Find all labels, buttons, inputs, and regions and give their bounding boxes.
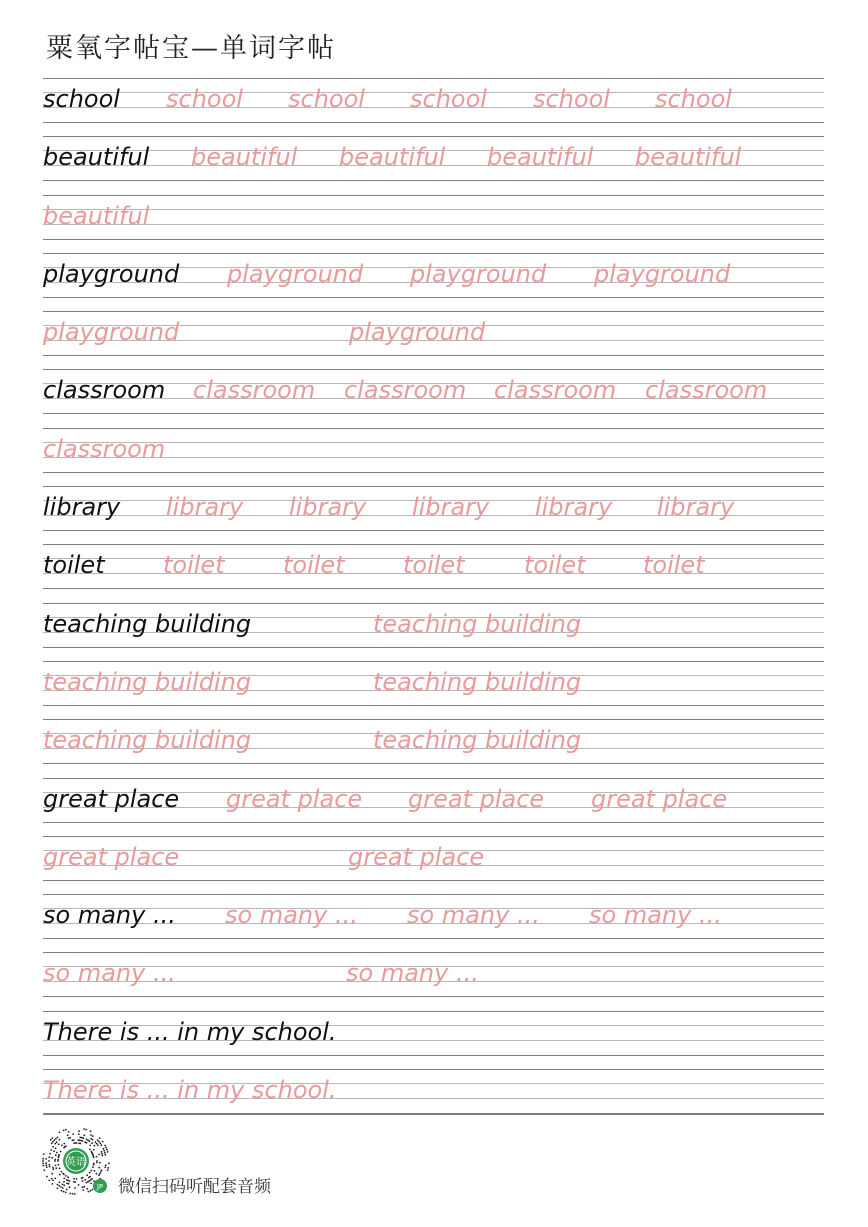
trace-word: playground: [594, 259, 731, 288]
rule-line: [43, 136, 824, 137]
rule-line: [43, 1069, 824, 1070]
trace-word: teaching building: [43, 726, 252, 755]
trace-word: classroom: [193, 376, 316, 405]
trace-word: classroom: [494, 376, 617, 405]
model-word: There is ... in my school.: [43, 1017, 337, 1046]
rule-line: [43, 661, 824, 662]
rule-line: [43, 530, 824, 531]
practice-row: [43, 253, 824, 311]
practice-row: [43, 544, 824, 602]
rule-line: [43, 938, 824, 939]
trace-word: so many ...: [407, 901, 540, 930]
model-word: teaching building: [43, 609, 252, 638]
trace-word: school: [533, 85, 610, 113]
practice-row: [43, 1011, 824, 1069]
rule-line: [43, 705, 824, 706]
trace-word: classroom: [344, 376, 467, 405]
rule-line: [43, 603, 824, 604]
practice-row: [43, 894, 824, 952]
trace-word: teaching building: [373, 726, 582, 755]
practice-row: [43, 311, 824, 369]
qr-badge-text: 英语: [66, 1157, 86, 1168]
rule-line: [43, 544, 824, 545]
practice-row: [43, 1069, 824, 1127]
model-word: classroom: [43, 376, 166, 405]
rule-line: [43, 880, 824, 881]
rule-line: [43, 122, 824, 123]
practice-row: [43, 486, 824, 544]
practice-row: [43, 136, 824, 194]
model-word: toilet: [43, 551, 105, 580]
trace-word: library: [289, 493, 367, 522]
trace-word: school: [166, 85, 243, 113]
rule-line: [43, 297, 824, 298]
practice-row: [43, 603, 824, 661]
practice-row: [43, 78, 824, 136]
trace-word: teaching building: [373, 667, 582, 696]
rule-line: [43, 253, 824, 254]
page-title: 粟氧字帖宝—单词字帖: [46, 33, 336, 64]
practice-row: [43, 952, 824, 1010]
rule-line: [43, 472, 824, 473]
trace-word: toilet: [403, 551, 465, 580]
practice-row: [43, 719, 824, 777]
rule-line: [43, 428, 824, 429]
practice-row: [43, 661, 824, 719]
trace-word: great place: [591, 784, 728, 813]
trace-word: teaching building: [43, 667, 252, 696]
trace-word: classroom: [645, 376, 768, 405]
trace-word: playground: [227, 259, 364, 288]
trace-word: so many ...: [589, 901, 722, 930]
rule-line: [43, 209, 824, 210]
trace-word: library: [166, 493, 244, 522]
model-word: so many ...: [43, 901, 176, 930]
trace-word: library: [412, 493, 490, 522]
model-word: beautiful: [43, 143, 150, 172]
qr-corner-text: JP: [96, 1183, 104, 1191]
rule-line: [43, 311, 824, 312]
trace-word: toilet: [163, 551, 225, 580]
model-word: school: [43, 85, 120, 113]
rule-line: [43, 413, 824, 414]
rule-line: [43, 894, 824, 895]
rule-line: [43, 836, 824, 837]
trace-word: beautiful: [191, 143, 298, 172]
trace-word: school: [288, 85, 365, 113]
trace-word: great place: [348, 842, 485, 871]
rule-line: [43, 996, 824, 997]
trace-word: library: [535, 493, 613, 522]
rule-line: [43, 195, 824, 196]
closing-rule-line: [43, 1114, 824, 1115]
rule-line: [43, 369, 824, 370]
trace-word: playground: [349, 318, 486, 347]
trace-word: beautiful: [339, 143, 446, 172]
rule-line: [43, 224, 824, 225]
model-word: library: [43, 493, 121, 522]
trace-word: toilet: [524, 551, 586, 580]
trace-word: library: [657, 493, 735, 522]
practice-row: [43, 778, 824, 836]
rule-line: [43, 78, 824, 79]
practice-row: [43, 836, 824, 894]
practice-row: [43, 195, 824, 253]
trace-word: toilet: [283, 551, 345, 580]
rule-line: [43, 719, 824, 720]
model-word: playground: [43, 259, 180, 288]
rule-line: [43, 355, 824, 356]
trace-word: great place: [226, 784, 363, 813]
trace-word: playground: [410, 259, 547, 288]
rule-line: [43, 1055, 824, 1056]
practice-row: [43, 428, 824, 486]
rule-line: [43, 763, 824, 764]
scan-caption: 微信扫码听配套音频: [118, 1177, 271, 1197]
trace-word: great place: [43, 842, 180, 871]
model-word: great place: [43, 784, 180, 813]
rule-line: [43, 822, 824, 823]
trace-word: great place: [408, 784, 545, 813]
trace-word: There is ... in my school.: [43, 1076, 337, 1105]
trace-word: so many ...: [225, 901, 358, 930]
trace-word: beautiful: [635, 143, 742, 172]
trace-word: playground: [43, 318, 180, 347]
rule-line: [43, 588, 824, 589]
rule-line: [43, 486, 824, 487]
trace-word: classroom: [43, 434, 166, 463]
trace-word: toilet: [643, 551, 705, 580]
trace-word: so many ...: [43, 959, 176, 988]
qr-code-icon[interactable]: [40, 1125, 112, 1197]
rule-line: [43, 778, 824, 779]
trace-word: beautiful: [43, 201, 150, 230]
practice-row: [43, 369, 824, 427]
trace-word: beautiful: [487, 143, 594, 172]
writing-sheet: [43, 78, 824, 1127]
trace-word: so many ...: [346, 959, 479, 988]
trace-word: school: [410, 85, 487, 113]
rule-line: [43, 1011, 824, 1012]
trace-word: teaching building: [373, 609, 582, 638]
trace-word: school: [655, 85, 732, 113]
audio-footer: [40, 1125, 340, 1201]
rule-line: [43, 180, 824, 181]
rule-line: [43, 647, 824, 648]
rule-line: [43, 952, 824, 953]
rule-line: [43, 239, 824, 240]
